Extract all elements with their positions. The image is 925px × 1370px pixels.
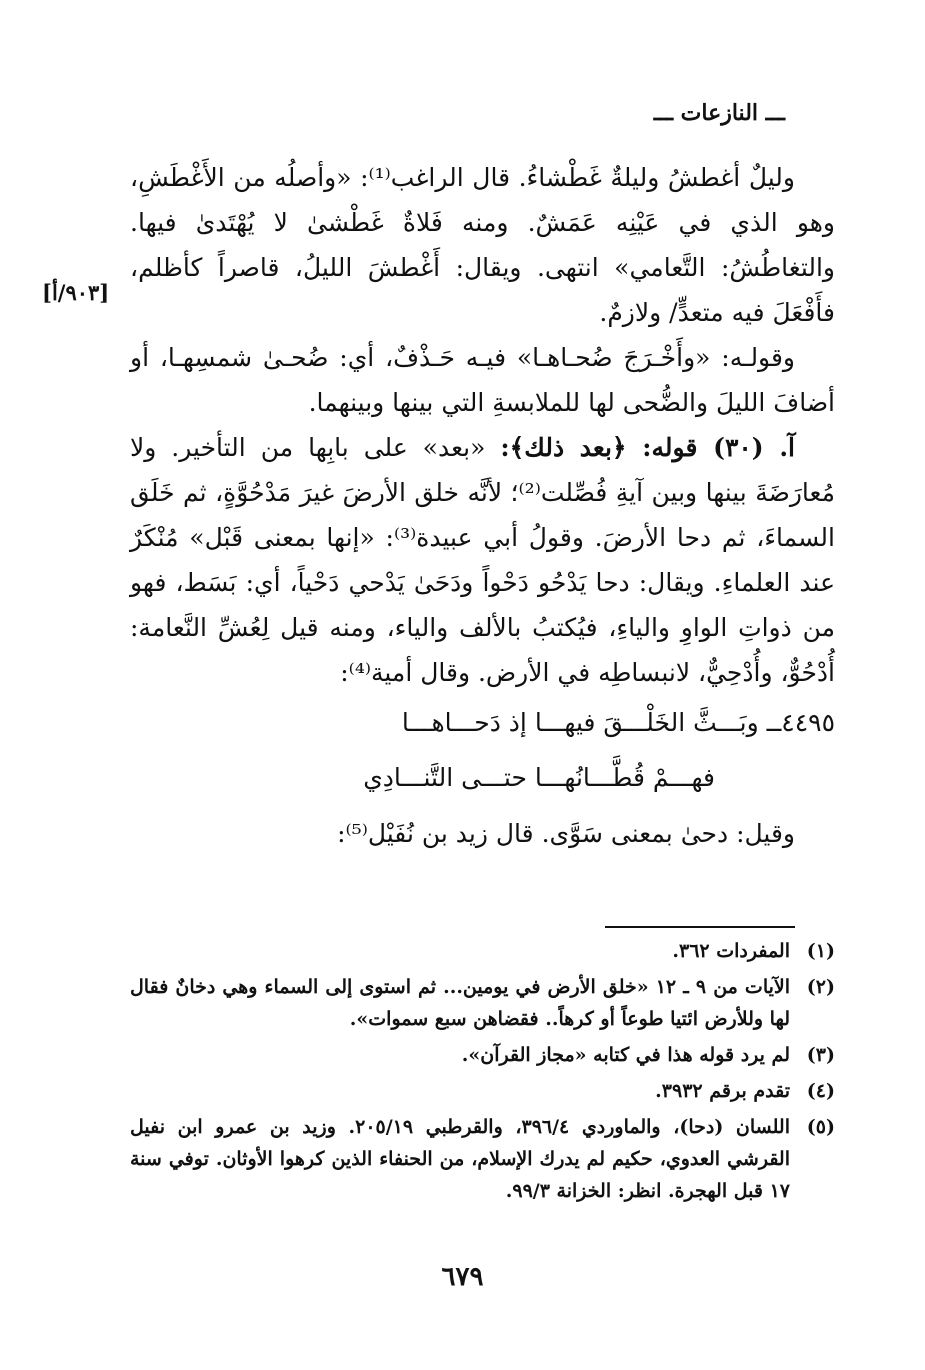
paragraph-3 <box>130 425 835 695</box>
poem-verse-line-1: ٤٤٩٥ــ وبَـــثَّ الخَلْـــقَ فيهـــا إذ دَحـــاهـــا <box>401 708 835 737</box>
footnote-item <box>130 1075 835 1107</box>
footnote-number: (١) <box>806 940 835 962</box>
footnote-text: تقدم برقم ٣٩٣٢. <box>655 1080 790 1102</box>
main-text <box>130 155 835 856</box>
verse-section-marker: آ. (٣٠) قوله: ﴿بعد ذلك﴾: <box>500 433 795 462</box>
footnote-item <box>130 935 835 967</box>
footnote-item <box>130 1111 835 1207</box>
footnote-text: اللسان (دحا)، والماوردي ٣٩٦/٤، والقرطبي ٢٠٥/١٩. وزيد بن عمرو ابن نفيل القرشي العدوي، حكيم لم يدرك الإسلام، من الحنفاء الذين كرهوا الأوثان. توفي سنة ١٧ قبل الهجرة. انظر: الخزانة ٩٩/٣. <box>130 1116 790 1202</box>
footnote-item <box>130 971 835 1035</box>
footnote-number: (٥) <box>806 1116 835 1138</box>
poem-verse-line-2: فهـــمْ قُطَّـــانُهـــا حتـــى التَّنـــادِي <box>363 763 715 792</box>
page-number: ٦٧٩ <box>441 1262 484 1292</box>
paragraph-3-text: «بعد» على بابِها من التأخير. ولا مُعارَضَةَ بينها وبين آيةِ فُصِّلت⁽²⁾؛ لأنَّه خلق الأرضَ غيرَ مَدْحُوَّةٍ، ثم خَلَق السماءَ، ثم دحا الأرضَ. وقولُ أبي عبيدة⁽³⁾: «إنها بمعنى قَبْل» مُنْكَرٌ عند العلماءِ. ويقال: دحا يَدْحُو دَحْواً ودَحَىٰ يَدْحي دَحْياً، أي: بَسَط، فهو من ذواتِ الواوِ والياءِ، فيُكتبُ بالألف والياء، ومنه قيل لِعُشِّ النَّعامة: أُدْحُوٌّ، وأُدْحِيٌّ، لانبساطِه في الأرض. وقال أمية⁽⁴⁾: <box>130 433 835 687</box>
paragraph-2: وقولـه: «وأَخْـرَجَ ضُحـاهـا» فيـه حَـذْفٌ، أي: ضُحـىٰ شمسِهـا، أو أضافَ الليلَ والضُّحى لها للملابسةِ التي بينها وبينهما. <box>130 343 835 417</box>
footnote-item <box>130 1039 835 1071</box>
footnote-text: المفردات ٣٦٢. <box>672 940 790 962</box>
paragraph-1: وليلٌ أغطشُ وليلةٌ غَطْشاءُ. قال الراغب⁽¹⁾: «وأصلُه من الأَغْطَشِ، وهو الذي في عَيْنِه عَمَشٌ. ومنه فَلاةٌ غَطْشىٰ لا يُهْتَدىٰ فيها. والتغاطُشُ: التَّعامي» انتهى. ويقال: أَغْطشَ الليلُ، قاصراً كأظلم، فأَفْعَلَ فيه متعدٍّ/ ولازمٌ. <box>130 163 835 327</box>
paragraph-4: وقيل: دحىٰ بمعنى سَوَّى. قال زيد بن نُفَيْل⁽⁵⁾: <box>337 819 795 848</box>
footnote-text: لم يرد قوله هذا في كتابه «مجاز القرآن». <box>461 1044 790 1066</box>
footnote-separator <box>605 926 795 928</box>
footnote-text: الآيات من ٩ ـ ١٢ «خلق الأرض في يومين... ثم استوى إلى السماء وهي دخانٌ فقال لها وللأرض ائتيا طوعاً أو كرهاً.. فقضاهن سبع سموات». <box>130 976 791 1030</box>
footnotes <box>130 935 835 1211</box>
footnote-number: (٣) <box>806 1044 835 1066</box>
footnote-number: (٤) <box>806 1080 835 1102</box>
manuscript-folio-note: [٩٠٣/أ] <box>42 280 110 305</box>
footnote-number: (٢) <box>806 976 835 998</box>
running-header: ـــ النازعات ـــ <box>653 100 785 126</box>
